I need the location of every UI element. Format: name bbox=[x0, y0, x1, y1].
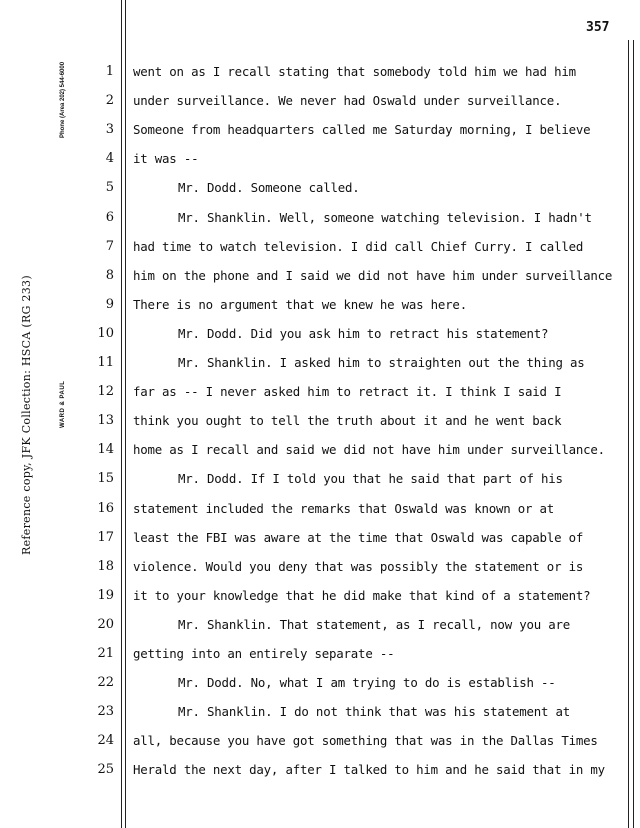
line-text: Mr. Dodd. If I told you that he said that part of his bbox=[178, 471, 563, 487]
line-number: 9 bbox=[105, 296, 114, 312]
transcript-line bbox=[0, 324, 640, 344]
transcript-line bbox=[0, 62, 640, 82]
line-number: 20 bbox=[97, 616, 114, 632]
line-text: Mr. Shanklin. I do not think that was his statement at bbox=[178, 704, 571, 720]
line-text: getting into an entirely separate -- bbox=[133, 646, 395, 661]
line-number: 23 bbox=[97, 704, 114, 720]
transcript-line bbox=[0, 353, 640, 373]
line-text: went on as I recall stating that somebody told him we had him bbox=[133, 64, 576, 79]
line-number: 11 bbox=[97, 355, 114, 370]
transcript-line bbox=[0, 673, 640, 693]
line-text: There is no argument that we knew he was here. bbox=[133, 296, 467, 312]
transcript-line bbox=[0, 237, 640, 257]
line-text: him on the phone and I said we did not have him under surveillance bbox=[133, 267, 613, 283]
line-number: 22 bbox=[97, 675, 114, 691]
transcript-line bbox=[0, 149, 640, 169]
line-text: far as -- I never asked him to retract it. I think I said I bbox=[133, 384, 562, 400]
line-number: 3 bbox=[105, 122, 114, 138]
line-number: 18 bbox=[97, 558, 114, 574]
line-text: Mr. Dodd. No, what I am trying to do is establish -- bbox=[178, 675, 556, 691]
transcript-line bbox=[0, 91, 640, 111]
transcript-line bbox=[0, 731, 640, 751]
line-number: 21 bbox=[97, 646, 114, 661]
transcript-line bbox=[0, 295, 640, 315]
transcript-line bbox=[0, 702, 640, 722]
line-number: 8 bbox=[105, 267, 114, 283]
line-text: all, because you have got something that was in the Dallas Times bbox=[133, 733, 598, 749]
transcript-line bbox=[0, 586, 640, 606]
line-text: Mr. Shanklin. Well, someone watching television. I hadn't bbox=[178, 209, 592, 225]
line-text: under surveillance. We never had Oswald under surveillance. bbox=[133, 93, 562, 109]
transcript-line bbox=[0, 499, 640, 519]
line-number: 4 bbox=[105, 151, 114, 167]
transcript-line bbox=[0, 382, 640, 402]
transcript-line bbox=[0, 266, 640, 286]
line-number: 25 bbox=[97, 762, 114, 778]
transcript-line bbox=[0, 644, 640, 664]
transcript-line bbox=[0, 760, 640, 780]
line-text: Mr. Shanklin. That statement, as I recall, now you are bbox=[178, 616, 571, 632]
line-text: Mr. Dodd. Someone called. bbox=[178, 180, 360, 196]
line-number: 5 bbox=[105, 180, 114, 196]
line-text: Someone from headquarters called me Saturday morning, I believe bbox=[133, 122, 591, 138]
line-text: violence. Would you deny that was possibly the statement or is bbox=[133, 558, 584, 574]
line-text: Herald the next day, after I talked to him and he said that in my bbox=[133, 762, 605, 778]
line-number: 10 bbox=[97, 325, 114, 341]
line-text: it to your knowledge that he did make that kind of a statement? bbox=[133, 587, 591, 603]
transcript-line bbox=[0, 440, 640, 460]
page-number: 357 bbox=[586, 20, 610, 35]
transcript-line bbox=[0, 411, 640, 431]
line-number: 1 bbox=[105, 64, 114, 79]
line-number: 16 bbox=[97, 500, 114, 516]
line-number: 14 bbox=[97, 442, 114, 458]
transcript-line bbox=[0, 178, 640, 198]
transcript-line bbox=[0, 208, 640, 228]
line-text: statement included the remarks that Oswald was known or at bbox=[133, 500, 555, 516]
reference-copy-note: Reference copy, JFK Collection: HSCA (RG 233) bbox=[20, 275, 33, 555]
line-text: Mr. Dodd. Did you ask him to retract his statement? bbox=[178, 325, 549, 341]
line-text: home as I recall and said we did not have him under surveillance. bbox=[133, 442, 605, 458]
line-text: Mr. Shanklin. I asked him to straighten out the thing as bbox=[178, 355, 585, 370]
phone-note: Phone (Area 202) 544-6000 bbox=[60, 61, 66, 138]
transcript-line bbox=[0, 615, 640, 635]
line-text: least the FBI was aware at the time that Oswald was capable of bbox=[133, 529, 584, 545]
line-text: had time to watch television. I did call Chief Curry. I called bbox=[133, 238, 584, 254]
line-number: 15 bbox=[97, 471, 114, 487]
firm-name: WARD & PAUL bbox=[60, 380, 66, 428]
line-number: 2 bbox=[105, 93, 114, 109]
line-number: 17 bbox=[97, 529, 114, 545]
line-number: 6 bbox=[105, 209, 114, 225]
transcript-line bbox=[0, 557, 640, 577]
line-number: 24 bbox=[97, 733, 114, 749]
line-number: 19 bbox=[97, 587, 114, 603]
line-number: 12 bbox=[97, 384, 114, 400]
transcript-line bbox=[0, 469, 640, 489]
line-number: 7 bbox=[105, 238, 114, 254]
transcript-line bbox=[0, 528, 640, 548]
transcript-line bbox=[0, 120, 640, 140]
line-number: 13 bbox=[97, 413, 114, 429]
line-text: think you ought to tell the truth about it and he went back bbox=[133, 413, 562, 429]
line-text: it was -- bbox=[133, 151, 199, 167]
